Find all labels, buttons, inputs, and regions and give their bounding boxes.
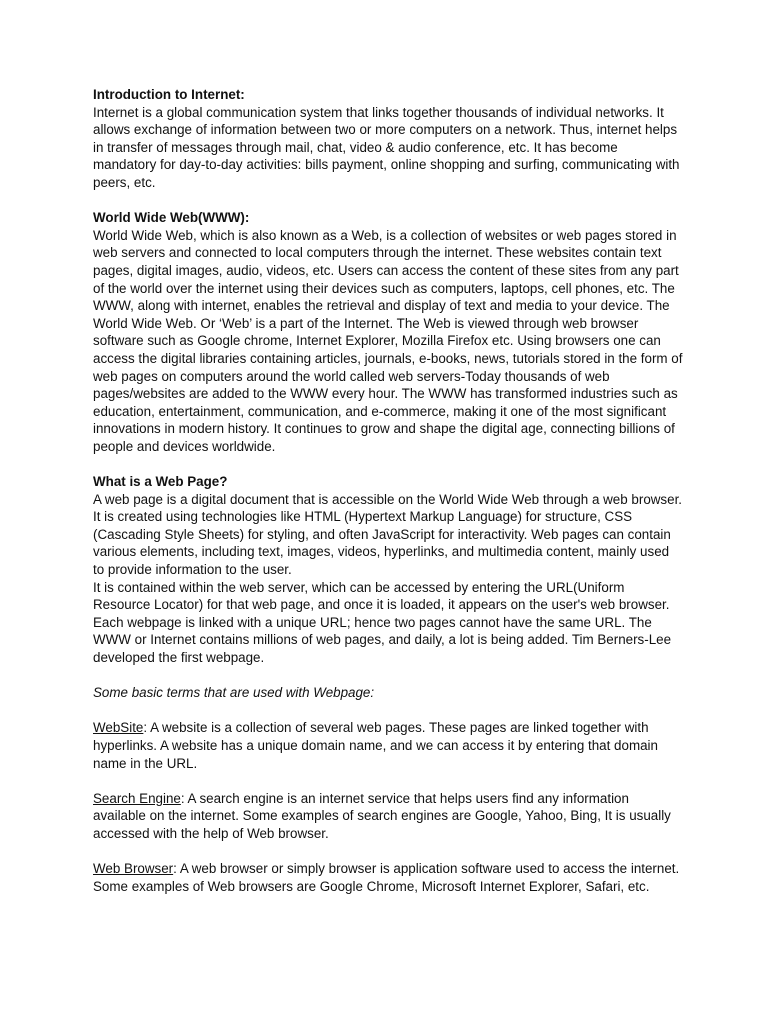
term-definition: : A search engine is an internet service that helps users find any information available on the internet. Some examples of search engines are Google, Yahoo, Bing, It is usually accessed with the help of Web browser. bbox=[93, 790, 671, 841]
section-body-www: World Wide Web, which is also known as a Web, is a collection of websites or web pages stored in web servers and connected to local computers through the internet. These websites contain text pages, digital images, audio, videos, etc. Users can access the content of these sites from any part of the world over the internet using their devices such as computers, laptops, cell phones, etc. The WWW, along with internet, enables the retrieval and display of text and media to your device. The World Wide Web. Or ‘Web’ is a part of the Internet. The Web is viewed through web browser software such as Google chrome, Internet Explorer, Mozilla Firefox etc. Using browsers one can access the digital libraries containing articles, journals, e-books, news, tutorials stored in the form of web pages on computers around the world called web servers-Today thousands of web pages/websites are added to the WWW every hour. The WWW has transformed industries such as education, entertainment, communication, and e-commerce, making it one of the most significant innovations in modern history. It continues to grow and shape the digital age, connecting billions of people and devices worldwide. bbox=[93, 227, 683, 454]
section-heading-webpage: What is a Web Page? bbox=[93, 474, 228, 490]
terms-intro: Some basic terms that are used with Webpage: bbox=[93, 685, 375, 701]
section-heading-www: World Wide Web(WWW): bbox=[93, 210, 250, 226]
section-heading-intro: Introduction to Internet: bbox=[93, 87, 245, 102]
term-definition: : A website is a collection of several web pages. These pages are linked together with hyperlinks. A website has a unique domain name, and we can access it by entering that domain name in the URL. bbox=[93, 720, 658, 771]
term-entry-search-engine bbox=[93, 790, 683, 843]
section-body-webpage-2: It is contained within the web server, which can be accessed by entering the URL(Uniform Resource Locator) for that web page, and once it is loaded, it appears on the user's web browser. Each webpage is linked with a unique URL; hence two pages cannot have the same URL. The WWW or Internet contains millions of web pages, and daily, a lot is being added. Tim Berners-Lee developed the first webpage. bbox=[93, 579, 672, 665]
section-body-webpage-1: A web page is a digital document that is accessible on the World Wide Web through a web browser. It is created using technologies like HTML (Hypertext Markup Language) for structure, CSS (Cascading Style Sheets) for styling, and often JavaScript for interactivity. Web pages can contain various elements, including text, images, videos, hyperlinks, and multimedia content, mainly used to provide information to the user. bbox=[93, 491, 683, 578]
paragraph-gap bbox=[93, 843, 683, 861]
term-entry-website bbox=[93, 719, 683, 772]
paragraph-gap bbox=[93, 772, 683, 790]
document-page bbox=[93, 86, 683, 895]
term-definition: : A web browser or simply browser is application software used to access the internet. Some examples of Web browsers are Google Chrome, Microsoft Internet Explorer, Safari, etc. bbox=[93, 861, 680, 894]
term-label: Search Engine bbox=[93, 790, 181, 806]
paragraph-gap bbox=[93, 192, 683, 210]
paragraph-gap bbox=[93, 667, 683, 685]
paragraph-gap bbox=[93, 702, 683, 720]
paragraph-gap bbox=[93, 455, 683, 473]
section-body-intro: Internet is a global communication system that links together thousands of individual networks. It allows exchange of information between two or more computers on a network. Thus, internet helps in transfer of messages through mail, chat, video & audio conference, etc. It has become mandatory for day-to-day activities: bills payment, online shopping and surfing, communicating with peers, etc. bbox=[93, 104, 680, 190]
term-label: Web Browser bbox=[93, 861, 174, 877]
term-label: WebSite bbox=[93, 720, 144, 736]
term-entry-web-browser bbox=[93, 860, 683, 895]
